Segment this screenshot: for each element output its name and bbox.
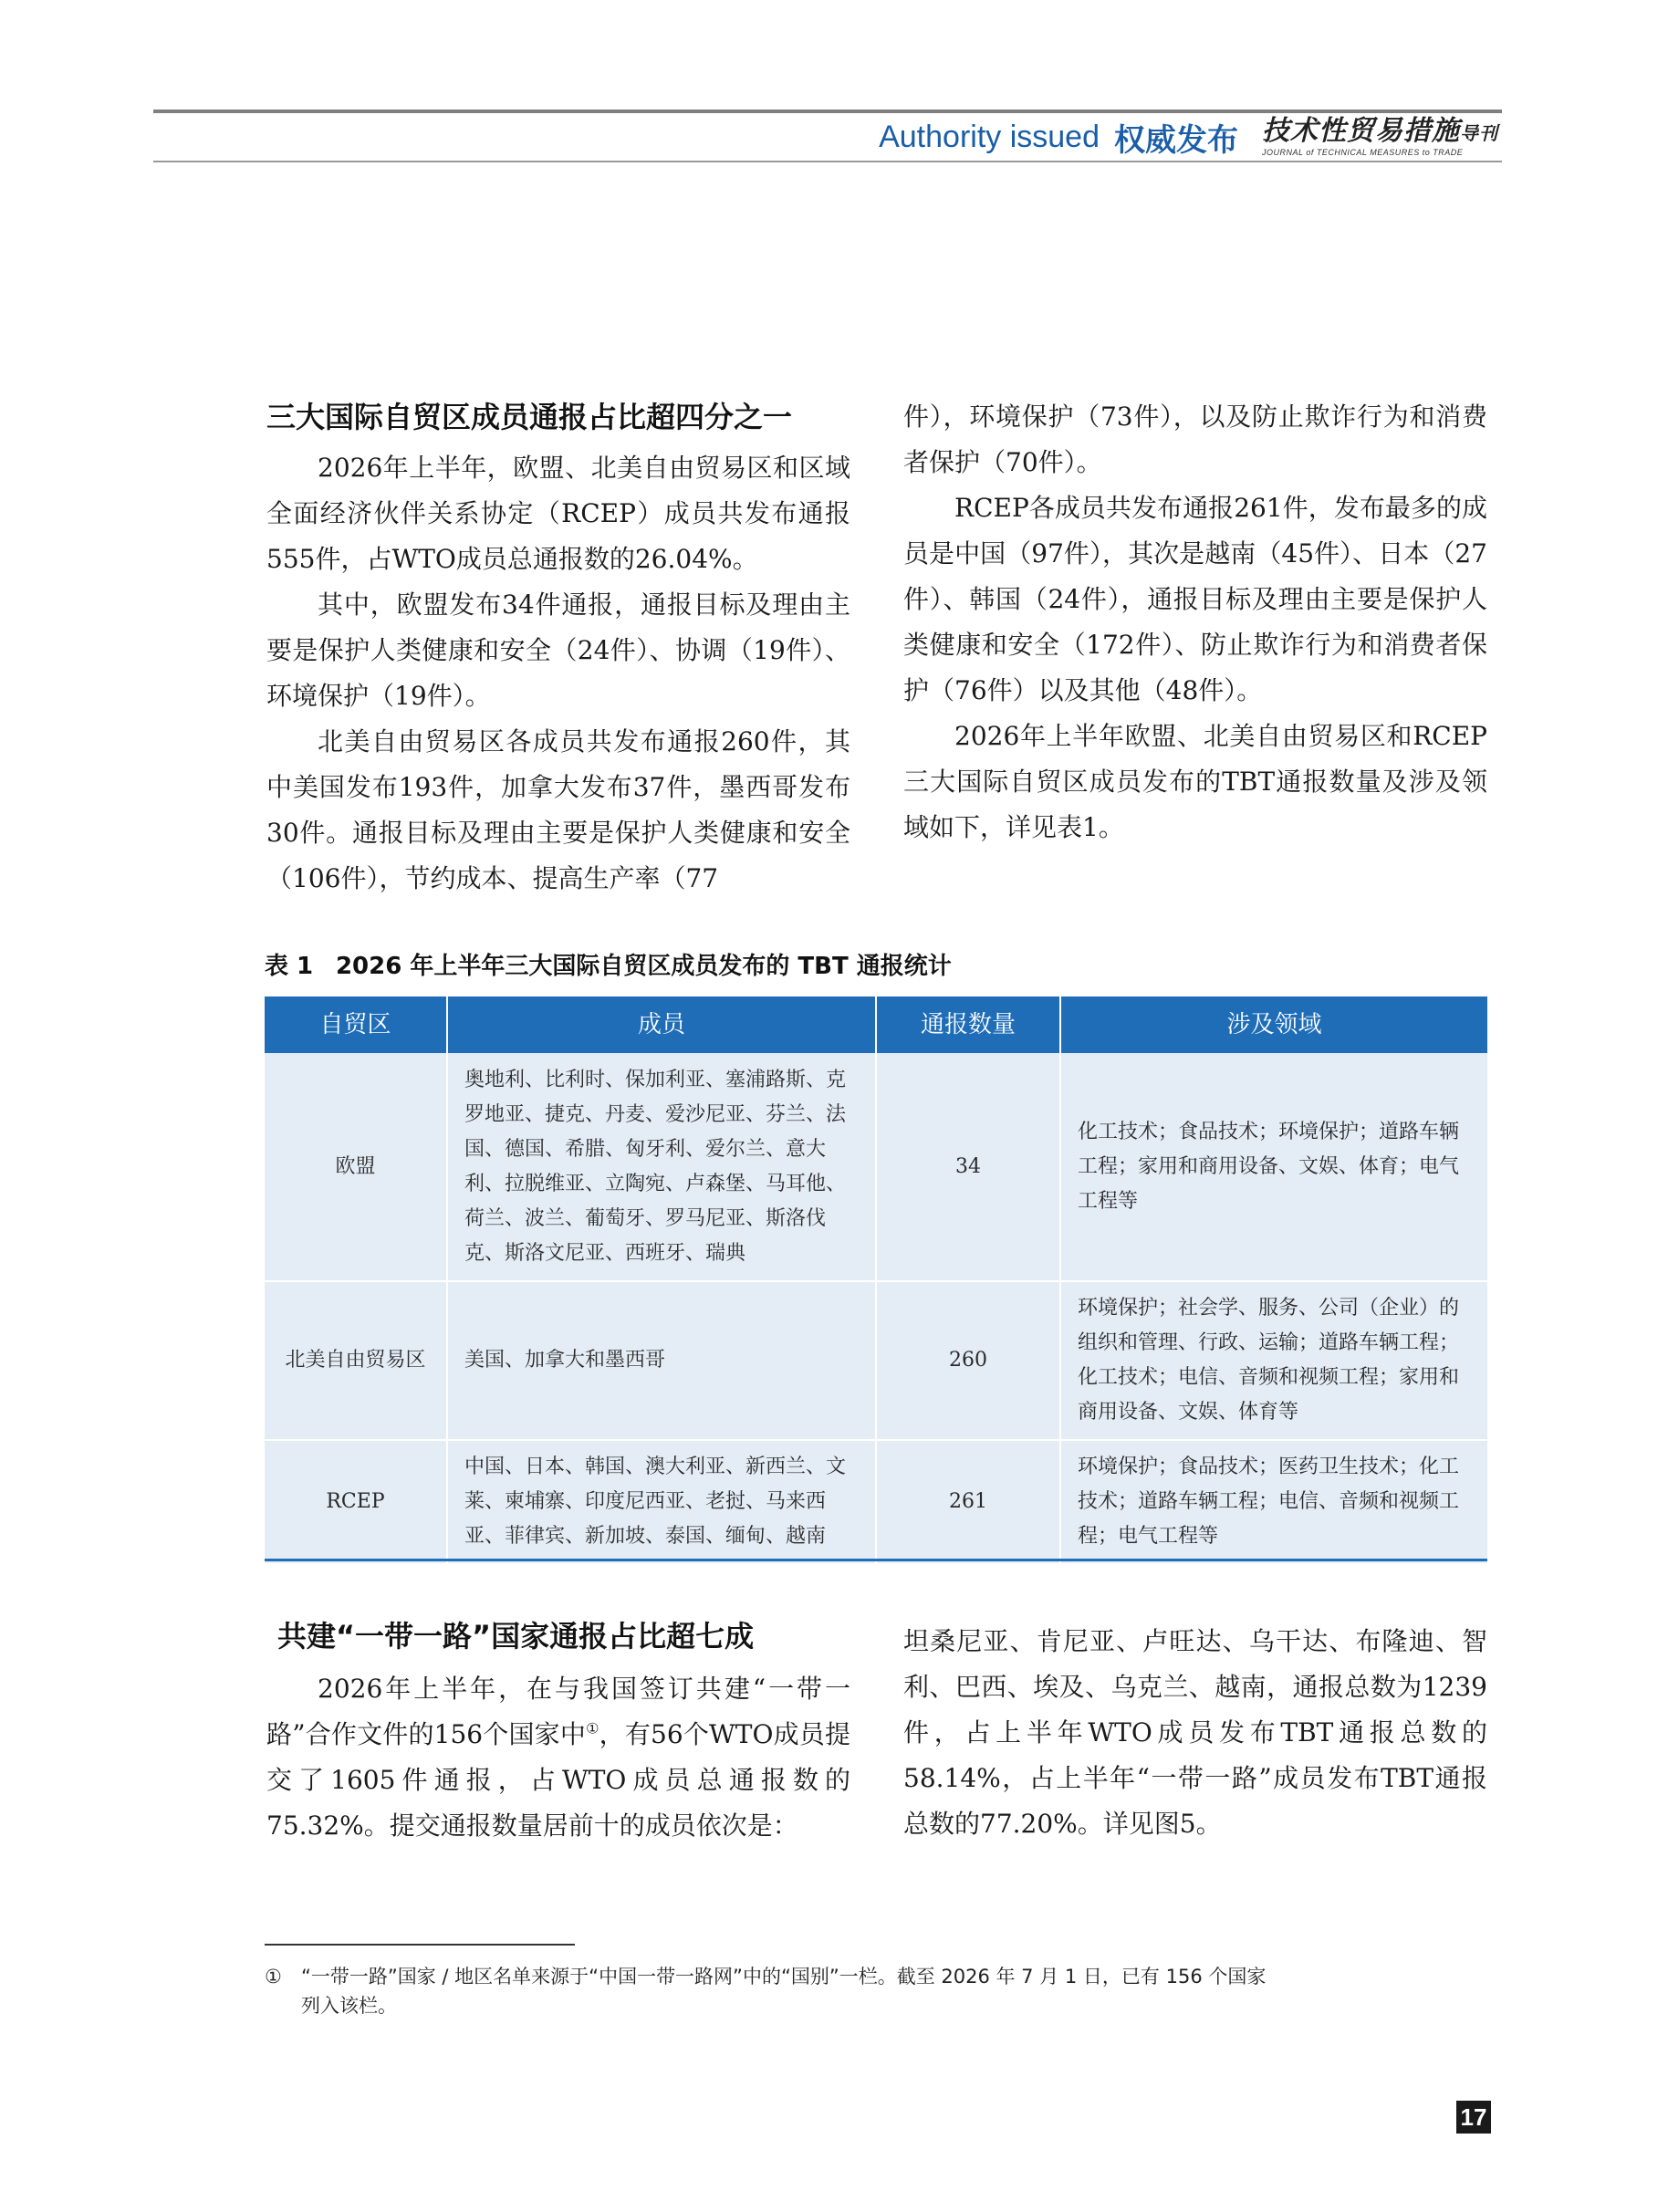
cell-count: 261 bbox=[876, 1440, 1060, 1564]
tbt-statistics-table bbox=[265, 996, 1487, 1565]
cell-count: 34 bbox=[876, 1053, 1060, 1281]
table-header-row bbox=[265, 996, 1487, 1053]
journal-title: 技术性贸易措施导刊 bbox=[1262, 115, 1498, 147]
paragraph: 其中，欧盟发布34件通报，通报目标及理由主要是保护人类健康和安全（24件）、协调（19件）、环境保护（19件）。 bbox=[266, 590, 850, 711]
section2-right-column bbox=[903, 1619, 1487, 1847]
paragraph-continuation: 坦桑尼亚、肯尼亚、卢旺达、乌干达、布隆迪、智利、巴西、埃及、乌克兰、越南，通报总数为1239件，占上半年WTO成员发布TBT通报总数的58.14%，占上半年“一带一路”成员发布TBT通报总数的77.20%。详见图5。 bbox=[903, 1626, 1487, 1839]
cell-fields: 环境保护；食品技术；医药卫生技术；化工技术；道路车辆工程；电信、音频和视频工程；电气工程等 bbox=[1060, 1440, 1487, 1564]
cell-members: 美国、加拿大和墨西哥 bbox=[447, 1281, 876, 1440]
cell-zone: RCEP bbox=[265, 1440, 447, 1564]
paragraph-continuation: 件），环境保护（73件），以及防止欺诈行为和消费者保护（70件）。 bbox=[903, 402, 1487, 477]
column-header: 涉及领域 bbox=[1060, 996, 1487, 1053]
page-number: 17 bbox=[1456, 2101, 1491, 2134]
paragraph: 2026年上半年，在与我国签订共建“一带一路”合作文件的156个国家中①，有56个WTO成员提交了1605件通报，占WTO成员总通报数的75.32%。提交通报数量居前十的成员依次是： bbox=[266, 1674, 851, 1841]
table-caption: 表 1 2026 年上半年三大国际自贸区成员发布的 TBT 通报统计 bbox=[265, 953, 952, 980]
footnote-rule bbox=[265, 1944, 575, 1946]
paragraph: 北美自由贸易区各成员共发布通报260件，其中美国发布193件，加拿大发布37件，墨西哥发布30件。通报目标及理由主要是保护人类健康和安全（106件），节约成本、提高生产率（77 bbox=[266, 726, 850, 893]
header-bottom-rule bbox=[153, 161, 1502, 162]
section2-heading: 共建“一带一路”国家通报占比超七成 bbox=[277, 1619, 755, 1654]
paragraph: 2026年上半年，欧盟、北美自由贸易区和区域全面经济伙伴关系协定（RCEP）成员共发布通报555件，占WTO成员总通报数的26.04%。 bbox=[266, 453, 850, 574]
footnote: ① “一带一路”国家 / 地区名单来源于“中国一带一路网”中的“国别”一栏。截至 2026 年 7 月 1 日，已有 156 个国家 列入该栏。 bbox=[265, 1962, 1487, 2020]
cell-fields: 化工技术；食品技术；环境保护；道路车辆工程；家用和商用设备、文娱、体育；电气工程等 bbox=[1060, 1053, 1487, 1281]
section-name-en: Authority issued bbox=[879, 119, 1100, 154]
column-header: 通报数量 bbox=[876, 996, 1060, 1053]
section1-left-column bbox=[266, 445, 850, 902]
table-row bbox=[265, 1053, 1487, 1281]
cell-members: 中国、日本、韩国、澳大利亚、新西兰、文莱、柬埔寨、印度尼西亚、老挝、马来西亚、菲律宾、新加坡、泰国、缅甸、越南 bbox=[447, 1440, 876, 1564]
cell-zone: 北美自由贸易区 bbox=[265, 1281, 447, 1440]
header-top-rule bbox=[153, 110, 1502, 113]
cell-count: 260 bbox=[876, 1281, 1060, 1440]
cell-members: 奥地利、比利时、保加利亚、塞浦路斯、克罗地亚、捷克、丹麦、爱沙尼亚、芬兰、法国、德国、希腊、匈牙利、爱尔兰、意大利、拉脱维亚、立陶宛、卢森堡、马耳他、荷兰、波兰、葡萄牙、罗马尼亚、斯洛伐克、斯洛文尼亚、西班牙、瑞典 bbox=[447, 1053, 876, 1281]
table-row bbox=[265, 1440, 1487, 1564]
paragraph: RCEP各成员共发布通报261件，发布最多的成员是中国（97件），其次是越南（45件）、日本（27件）、韩国（24件），通报目标及理由主要是保护人类健康和安全（172件）、防止欺诈行为和消费者保护（76件）以及其他（48件）。 bbox=[903, 493, 1487, 705]
footnote-ref[interactable]: ① bbox=[586, 1719, 599, 1737]
column-header: 成员 bbox=[447, 996, 876, 1053]
journal-title-en: JOURNAL of TECHNICAL MEASURES to TRADE bbox=[1262, 148, 1464, 157]
column-header: 自贸区 bbox=[265, 996, 447, 1053]
page-header bbox=[639, 117, 1498, 157]
table-bottom-rule bbox=[265, 1559, 1487, 1561]
paragraph: 2026年上半年欧盟、北美自由贸易区和RCEP三大国际自贸区成员发布的TBT通报数量及涉及领域如下，详见表1。 bbox=[903, 721, 1487, 842]
section1-right-column bbox=[903, 394, 1487, 850]
journal-logo bbox=[1262, 117, 1498, 157]
footnote-marker: ① bbox=[265, 1966, 282, 1988]
section-name-cn: 权威发布 bbox=[1114, 121, 1238, 159]
section2-left-column bbox=[266, 1666, 850, 1849]
section1-heading: 三大国际自贸区成员通报占比超四分之一 bbox=[266, 400, 793, 434]
cell-zone: 欧盟 bbox=[265, 1053, 447, 1281]
cell-fields: 环境保护；社会学、服务、公司（企业）的组织和管理、行政、运输；道路车辆工程；化工技术；电信、音频和视频工程；家用和商用设备、文娱、体育等 bbox=[1060, 1281, 1487, 1440]
table-row bbox=[265, 1281, 1487, 1440]
